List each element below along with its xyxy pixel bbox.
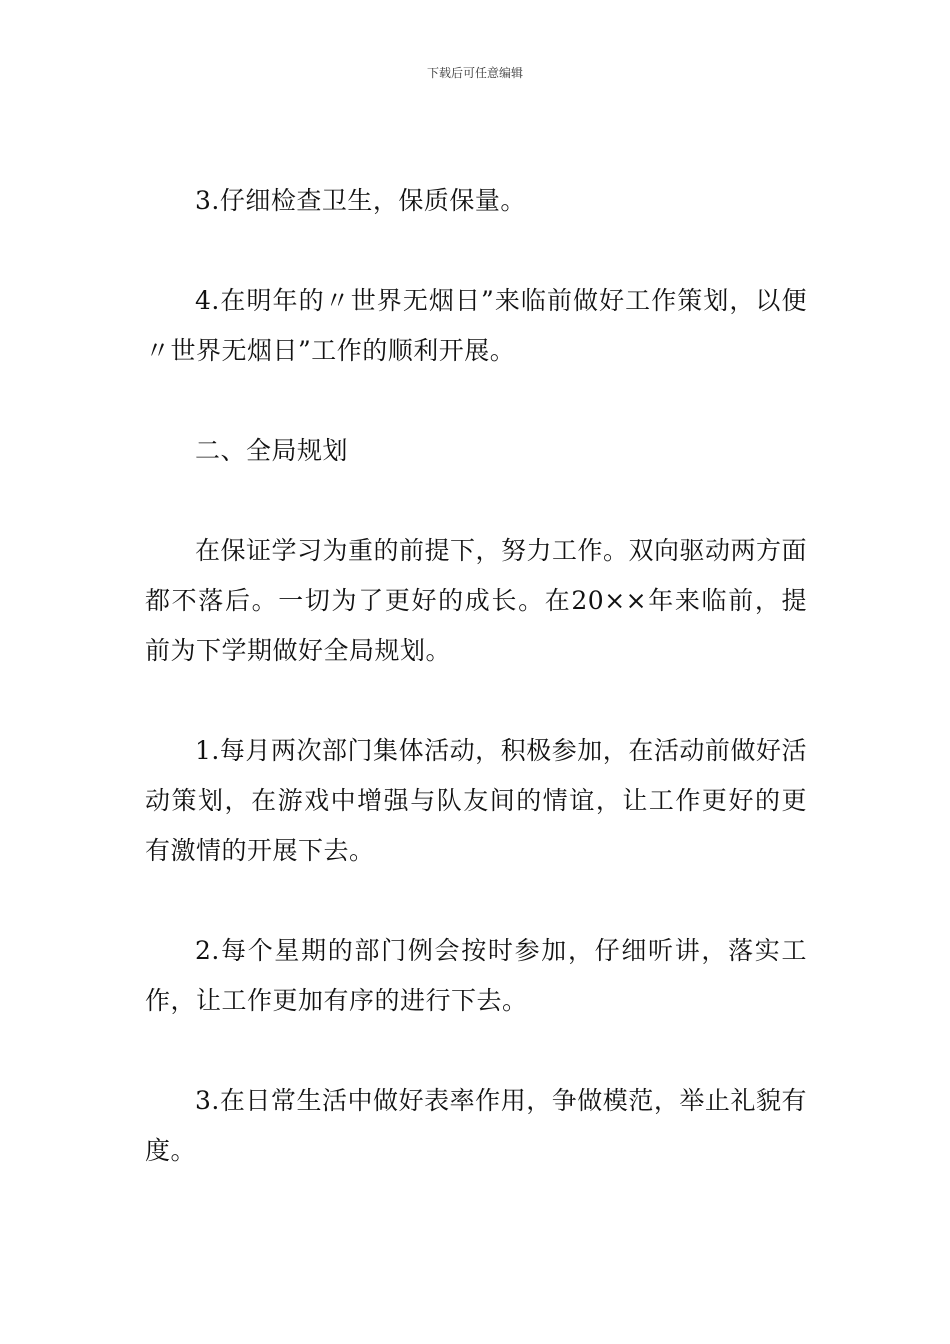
page-header: 下载后可任意编辑 [426, 66, 523, 80]
paragraph-item-4: 4.在明年的〃世界无烟日”来临前做好工作策划，以便〃世界无烟日”工作的顺利开展。 [145, 286, 807, 365]
section-intro: 在保证学习为重的前提下，努力工作。双向驱动两方面都不落后。一切为了更好的成长。在20××年来临前，提前为下学期做好全局规划。 [145, 536, 808, 665]
section-heading: 二、全局规划 [195, 436, 349, 465]
paragraph-gap [145, 1026, 807, 1076]
paragraph-gap [145, 676, 807, 726]
plan-item-3: 3.在日常生活中做好表率作用，争做模范，举止礼貌有度。 [145, 1086, 807, 1165]
document-body [145, 176, 807, 1176]
plan-item-1: 1.每月两次部门集体活动，积极参加，在活动前做好活动策划，在游戏中增强与队友间的情谊，让工作更好的更有激情的开展下去。 [145, 736, 807, 865]
paragraph-gap [145, 876, 807, 926]
paragraph-gap [145, 226, 807, 276]
paragraph-gap [145, 476, 807, 526]
plan-item-2: 2.每个星期的部门例会按时参加，仔细听讲，落实工作，让工作更加有序的进行下去。 [145, 936, 807, 1015]
paragraph-gap [145, 376, 807, 426]
paragraph-item-3: 3.仔细检查卫生，保质保量。 [195, 186, 526, 215]
